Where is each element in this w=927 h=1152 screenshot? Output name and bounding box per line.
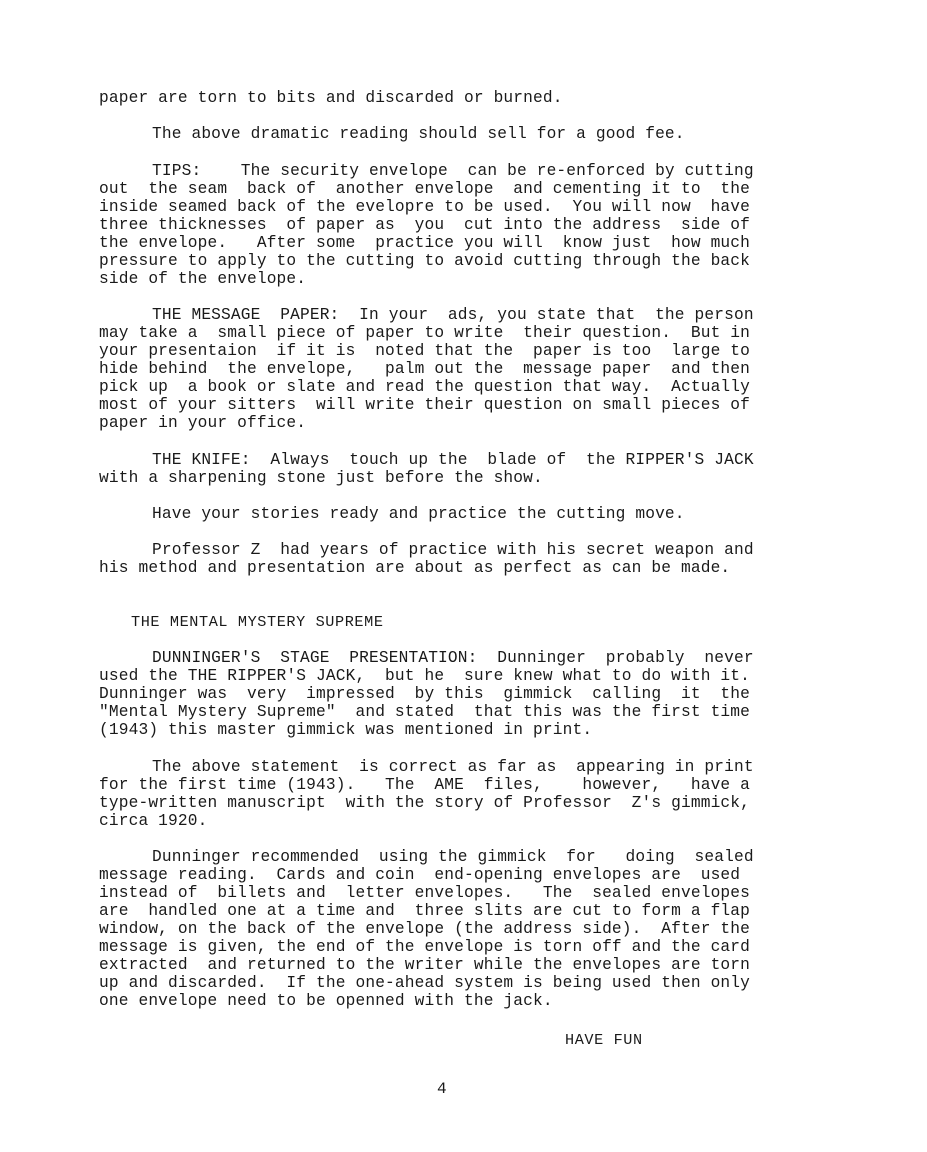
text-line: extracted and returned to the writer while the envelopes are torn (99, 956, 751, 974)
signoff-text: HAVE FUN (565, 1031, 643, 1049)
text-line: may take a small piece of paper to write their question. But in (99, 324, 751, 342)
page-number: 4 (437, 1080, 447, 1098)
text-line: (1943) this master gimmick was mentioned in print. (99, 721, 593, 739)
text-line: paper in your office. (99, 414, 307, 432)
text-line: The above statement is correct as far as appearing in print (152, 758, 754, 776)
section-heading: THE MENTAL MYSTERY SUPREME (131, 613, 384, 631)
text-line: his method and presentation are about as perfect as can be made. (99, 559, 731, 577)
text-line: out the seam back of another envelope and cementing it to the (99, 180, 751, 198)
text-line: paper are torn to bits and discarded or burned. (99, 89, 563, 107)
text-line: for the first time (1943). The AME files, however, have a (99, 776, 751, 794)
text-line: with a sharpening stone just before the show. (99, 469, 543, 487)
text-line: one envelope need to be openned with the jack. (99, 992, 553, 1010)
text-line: THE KNIFE: Always touch up the blade of the RIPPER'S JACK (152, 451, 754, 469)
text-line: message reading. Cards and coin end-opening envelopes are used (99, 866, 741, 884)
text-line: three thicknesses of paper as you cut into the address side of (99, 216, 751, 234)
text-line: side of the envelope. (99, 270, 307, 288)
text-line: THE MESSAGE PAPER: In your ads, you state that the person (152, 306, 754, 324)
text-line: type-written manuscript with the story of Professor Z's gimmick, (99, 794, 751, 812)
text-line: pick up a book or slate and read the question that way. Actually (99, 378, 751, 396)
text-line: The above dramatic reading should sell for a good fee. (152, 125, 685, 143)
text-line: your presentaion if it is noted that the paper is too large to (99, 342, 751, 360)
text-line: circa 1920. (99, 812, 208, 830)
text-line: most of your sitters will write their question on small pieces of (99, 396, 751, 414)
text-line: inside seamed back of the evelopre to be used. You will now have (99, 198, 751, 216)
text-line: the envelope. After some practice you will know just how much (99, 234, 751, 252)
text-line: TIPS: The security envelope can be re-enforced by cutting (152, 162, 754, 180)
text-line: instead of billets and letter envelopes. The sealed envelopes (99, 884, 751, 902)
text-line: "Mental Mystery Supreme" and stated that this was the first time (99, 703, 751, 721)
text-line: Have your stories ready and practice the cutting move. (152, 505, 685, 523)
text-line: used the THE RIPPER'S JACK, but he sure knew what to do with it. (99, 667, 751, 685)
text-line: up and discarded. If the one-ahead system is being used then only (99, 974, 751, 992)
text-line: window, on the back of the envelope (the address side). After the (99, 920, 751, 938)
text-line: are handled one at a time and three slits are cut to form a flap (99, 902, 751, 920)
text-line: Dunninger was very impressed by this gimmick calling it the (99, 685, 751, 703)
text-line: Dunninger recommended using the gimmick for doing sealed (152, 848, 754, 866)
text-line: hide behind the envelope, palm out the message paper and then (99, 360, 751, 378)
text-line: message is given, the end of the envelope is torn off and the card (99, 938, 751, 956)
text-line: Professor Z had years of practice with his secret weapon and (152, 541, 754, 559)
text-line: DUNNINGER'S STAGE PRESENTATION: Dunninger probably never (152, 649, 754, 667)
text-line: pressure to apply to the cutting to avoid cutting through the back (99, 252, 751, 270)
